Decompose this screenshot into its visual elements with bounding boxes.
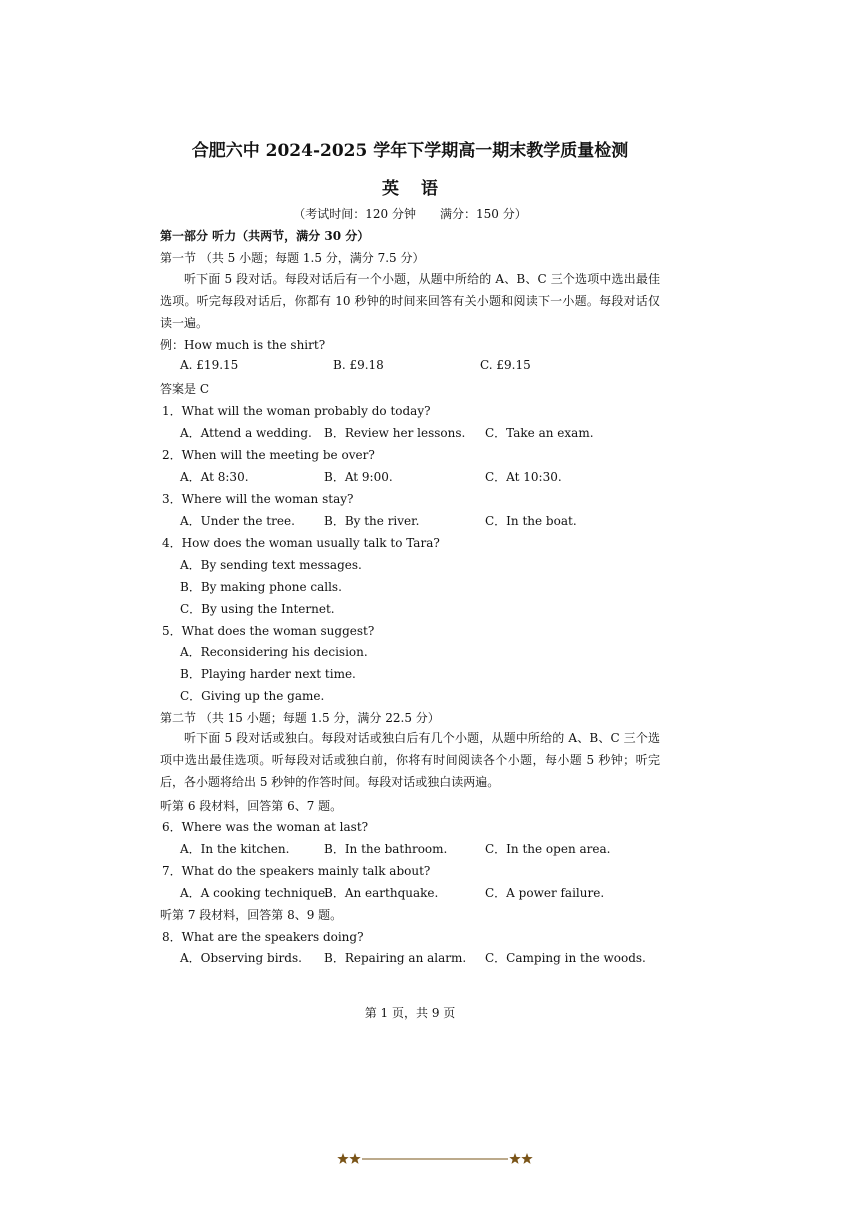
example-option-a: A. £19.15 <box>180 358 239 372</box>
material-6-note: 听第 6 段材料，回答第 6、7 题。 <box>160 799 343 813</box>
q8-option-c: C．Camping in the woods. <box>485 951 646 965</box>
star-icon <box>349 1153 360 1164</box>
q6-option-c: C．In the open area. <box>485 842 611 856</box>
question-6: 6．Where was the woman at last? <box>162 820 369 834</box>
decorative-star-divider <box>336 1150 536 1168</box>
q7-option-a: A．A cooking technique. <box>180 886 329 900</box>
section2-heading: 第二节 （共 15 小题；每题 1.5 分，满分 22.5 分） <box>160 711 440 725</box>
example-option-c: C. £9.15 <box>480 358 531 372</box>
part1-heading: 第一部分 听力（共两节，满分 30 分） <box>160 229 370 243</box>
section1-instructions: 听下面 5 段对话。每段对话后有一个小题，从题中所给的 A、B、C 三个选项中选出最佳选项。听完每段对话后，你都有 10 秒钟的时间来回答有关小题和阅读下一小题。每段对话仅读一遍。 <box>160 272 660 330</box>
question-3: 3．Where will the woman stay? <box>162 492 354 506</box>
question-7: 7．What do the speakers mainly talk about? <box>162 864 431 878</box>
example-answer: 答案是 C <box>160 382 209 396</box>
q7-option-c: C．A power failure. <box>485 886 605 900</box>
q2-option-c: C．At 10:30. <box>485 470 562 484</box>
example-option-b: B. £9.18 <box>333 358 384 372</box>
q3-option-c: C．In the boat. <box>485 514 577 528</box>
section1-heading: 第一节 （共 5 小题；每题 1.5 分，满分 7.5 分） <box>160 251 425 265</box>
example-question: 例：How much is the shirt? <box>160 338 326 352</box>
material-7-note: 听第 7 段材料，回答第 8、9 题。 <box>160 908 343 922</box>
q1-option-c: C．Take an exam. <box>485 426 594 440</box>
q5-option-c: C．Giving up the game. <box>180 689 325 703</box>
question-8: 8．What are the speakers doing? <box>162 930 364 944</box>
q5-option-a: A．Reconsidering his decision. <box>180 645 368 659</box>
q4-option-c: C．By using the Internet. <box>180 602 335 616</box>
star-icon <box>509 1153 520 1164</box>
q3-option-b: B．By the river. <box>324 514 420 528</box>
q4-option-a: A．By sending text messages. <box>180 558 362 572</box>
section2-instructions: 听下面 5 段对话或独白。每段对话或独白后有几个小题，从题中所给的 A、B、C 三个选项中选出最佳选项。听每段对话或独白前，你将有时间阅读各个小题，每小题 5 秒钟；听完后，各小题将给出 5 秒钟的作答时间。每段对话或独白读两遍。 <box>160 731 660 789</box>
q6-option-a: A．In the kitchen. <box>180 842 290 856</box>
q1-option-b: B．Review her lessons. <box>324 426 466 440</box>
q6-option-b: B．In the bathroom. <box>324 842 448 856</box>
star-icon <box>337 1153 348 1164</box>
q2-option-b: B．At 9:00. <box>324 470 393 484</box>
q8-option-b: B．Repairing an alarm. <box>324 951 467 965</box>
q2-option-a: A．At 8:30. <box>180 470 249 484</box>
star-icon-group-right <box>509 1153 532 1164</box>
q4-option-b: B．By making phone calls. <box>180 580 342 594</box>
star-icon <box>521 1153 532 1164</box>
exam-info: （考试时间：120 分钟 满分：150 分） <box>293 207 527 221</box>
subject-title: 英语 <box>382 179 460 199</box>
q7-option-b: B．An earthquake. <box>324 886 439 900</box>
question-2: 2．When will the meeting be over? <box>162 448 375 462</box>
question-4: 4．How does the woman usually talk to Tara? <box>162 536 440 550</box>
q3-option-a: A．Under the tree. <box>180 514 295 528</box>
question-5: 5．What does the woman suggest? <box>162 624 375 638</box>
q5-option-b: B．Playing harder next time. <box>180 667 356 681</box>
q1-option-a: A．Attend a wedding. <box>180 426 312 440</box>
question-1: 1．What will the woman probably do today? <box>162 404 431 418</box>
exam-title: 合肥六中 2024-2025 学年下学期高一期末教学质量检测 <box>191 141 629 161</box>
q8-option-a: A．Observing birds. <box>180 951 302 965</box>
star-icon-group-left <box>337 1153 360 1164</box>
star-divider-graphic <box>336 1150 536 1168</box>
page-number: 第 1 页，共 9 页 <box>364 1006 456 1020</box>
